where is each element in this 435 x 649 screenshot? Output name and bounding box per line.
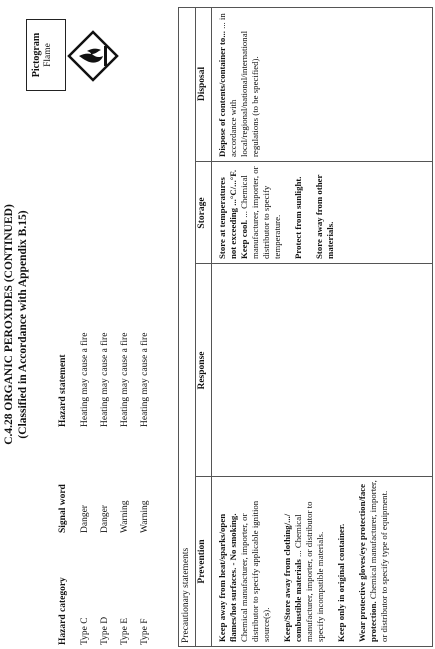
table-divider	[195, 476, 432, 477]
statement-text: ... Chemical manufacturer, importer, or distributor to specify incompatible materials.	[293, 501, 325, 642]
hazard-category: Type D	[100, 616, 110, 645]
hazard-signal: Danger	[100, 505, 110, 533]
statement-bold: Protect from sunlight.	[293, 176, 303, 259]
hazard-statement: Heating may cause a fire	[80, 332, 90, 427]
prevention-statement	[357, 480, 390, 642]
hazard-statement: Heating may cause a fire	[100, 332, 110, 427]
statement-text: Chemical manufacturer, importer, or distributor to specify applicable ignition source(s).	[239, 500, 271, 642]
hazard-category: Type E	[120, 617, 130, 645]
storage-statement	[314, 165, 336, 259]
storage-statement	[217, 165, 283, 259]
table-divider	[195, 8, 196, 646]
column-prevention: Prevention	[197, 539, 207, 584]
section-title: C.4.28 ORGANIC PEROXIDES (CONTINUED)	[3, 204, 15, 445]
hazard-category: Type C	[80, 617, 90, 645]
pictogram-heading: Pictogram	[31, 32, 42, 78]
prevention-statement	[282, 480, 326, 642]
statement-bold: Keep away from heat/sparks/open flames/hot surfaces. - No smoking.	[217, 513, 238, 642]
statement-bold: Dispose of contents/container to...	[217, 31, 227, 157]
section-subtitle: (Classified in Accordance with Appendix B.15)	[17, 210, 29, 439]
prevention-statement	[217, 480, 272, 642]
table-divider	[195, 161, 432, 162]
disposal-statement	[217, 9, 261, 157]
hazard-signal: Warning	[120, 500, 130, 533]
statement-bold: Store away from other materials.	[314, 174, 335, 259]
table-divider	[211, 8, 212, 646]
precautionary-caption: Precautionary statements	[181, 547, 191, 643]
table-divider	[195, 263, 432, 264]
disposal-cell	[217, 9, 271, 157]
statement-bold: Keep only in original container.	[336, 523, 346, 642]
statement-text: ... in accordance with local/regional/national/international regulations (to be specified).	[217, 13, 260, 157]
pictogram-value: Flame	[43, 43, 53, 67]
hazard-category: Type F	[140, 618, 150, 645]
hazard-header-category: Hazard category	[58, 577, 68, 645]
precautionary-table	[178, 7, 433, 647]
flame-icon	[66, 29, 120, 83]
hazard-signal: Warning	[140, 500, 150, 533]
hazard-statement: Heating may cause a fire	[120, 332, 130, 427]
storage-statement	[293, 165, 304, 259]
statement-bold: Store at temperatures not exceeding ...°C/...°F. Keep cool.	[217, 169, 249, 259]
hazard-signal: Danger	[80, 505, 90, 533]
statement-text: Chemical manufacturer, importer, or distributor to specify type of equipment.	[368, 480, 389, 642]
pictogram-box	[26, 19, 66, 91]
statement-text: ... Chemical manufacturer, importer, or distributor to specify temperature.	[239, 166, 282, 259]
hazard-header-signal: Signal word	[58, 484, 68, 533]
column-storage: Storage	[197, 197, 207, 229]
hazard-header-statement: Hazard statement	[58, 354, 68, 427]
prevention-cell	[217, 480, 400, 642]
statement-bold: Wear protective gloves/eye protection/face protection.	[357, 483, 378, 642]
statement-bold: Keep/Store away from clothing/.../ combustible materials	[282, 513, 303, 642]
column-disposal: Disposal	[197, 66, 207, 102]
hazard-statement: Heating may cause a fire	[140, 332, 150, 427]
prevention-statement	[336, 480, 347, 642]
storage-cell	[217, 165, 346, 259]
column-response: Response	[197, 351, 207, 390]
